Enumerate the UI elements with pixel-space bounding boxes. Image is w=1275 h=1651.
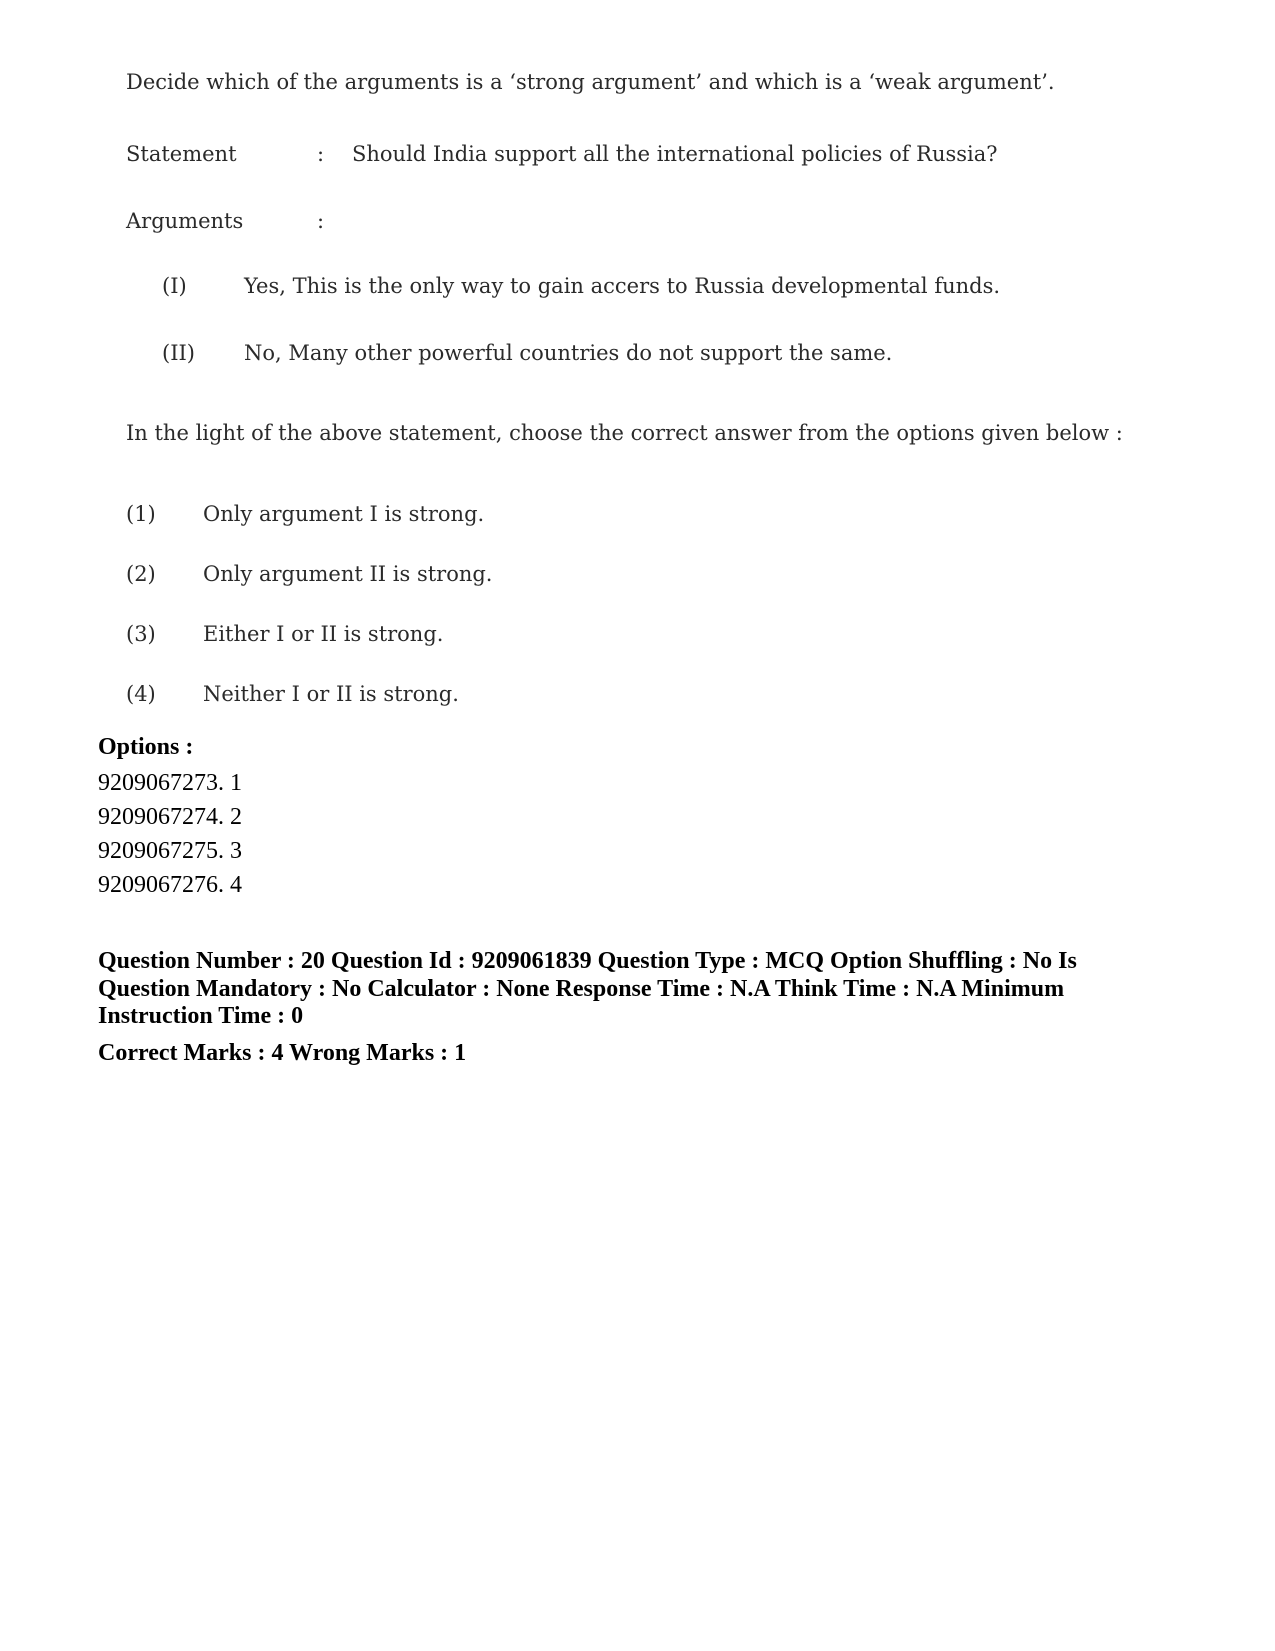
arguments-label: Arguments xyxy=(126,209,244,233)
argument-text: Yes, This is the only way to gain accers to Russia developmental funds. xyxy=(244,274,1001,298)
metadata-line: Question Mandatory : No Calculator : None Response Time : N.A Think Time : N.A Minimum xyxy=(98,975,1065,1002)
option-item: 9209067273. 1 xyxy=(98,770,242,796)
choice-text: Either I or II is strong. xyxy=(203,622,444,646)
option-item: 9209067276. 4 xyxy=(98,872,242,898)
choice-text: Only argument II is strong. xyxy=(203,562,493,586)
question-metadata xyxy=(98,948,1178,1031)
statement-label: Statement xyxy=(126,142,237,166)
argument-text: No, Many other powerful countries do not support the same. xyxy=(244,341,893,365)
argument-number: (II) xyxy=(162,341,195,365)
choice-number: (3) xyxy=(126,622,156,646)
question-instruction: Decide which of the arguments is a ‘strong argument’ and which is a ‘weak argument’. xyxy=(126,70,1055,94)
arguments-colon: : xyxy=(317,209,325,233)
choice-number: (2) xyxy=(126,562,156,586)
marks-info: Correct Marks : 4 Wrong Marks : 1 xyxy=(98,1040,467,1066)
choice-number: (4) xyxy=(126,682,156,706)
options-list xyxy=(98,766,242,902)
choice-number: (1) xyxy=(126,502,156,526)
option-item: 9209067275. 3 xyxy=(98,838,242,864)
option-item: 9209067274. 2 xyxy=(98,804,242,830)
choice-text: Neither I or II is strong. xyxy=(203,682,459,706)
question-image xyxy=(0,0,1275,720)
statement-colon: : xyxy=(317,142,325,166)
question-prompt: In the light of the above statement, choose the correct answer from the options given below : xyxy=(126,421,1123,445)
metadata-line: Question Number : 20 Question Id : 9209061839 Question Type : MCQ Option Shuffling : No Is xyxy=(98,948,1077,974)
options-title: Options : xyxy=(98,734,194,760)
choice-text: Only argument I is strong. xyxy=(203,502,485,526)
metadata-line: Instruction Time : 0 xyxy=(98,1003,304,1029)
argument-number: (I) xyxy=(162,274,187,298)
statement-text: Should India support all the international policies of Russia? xyxy=(352,142,998,166)
